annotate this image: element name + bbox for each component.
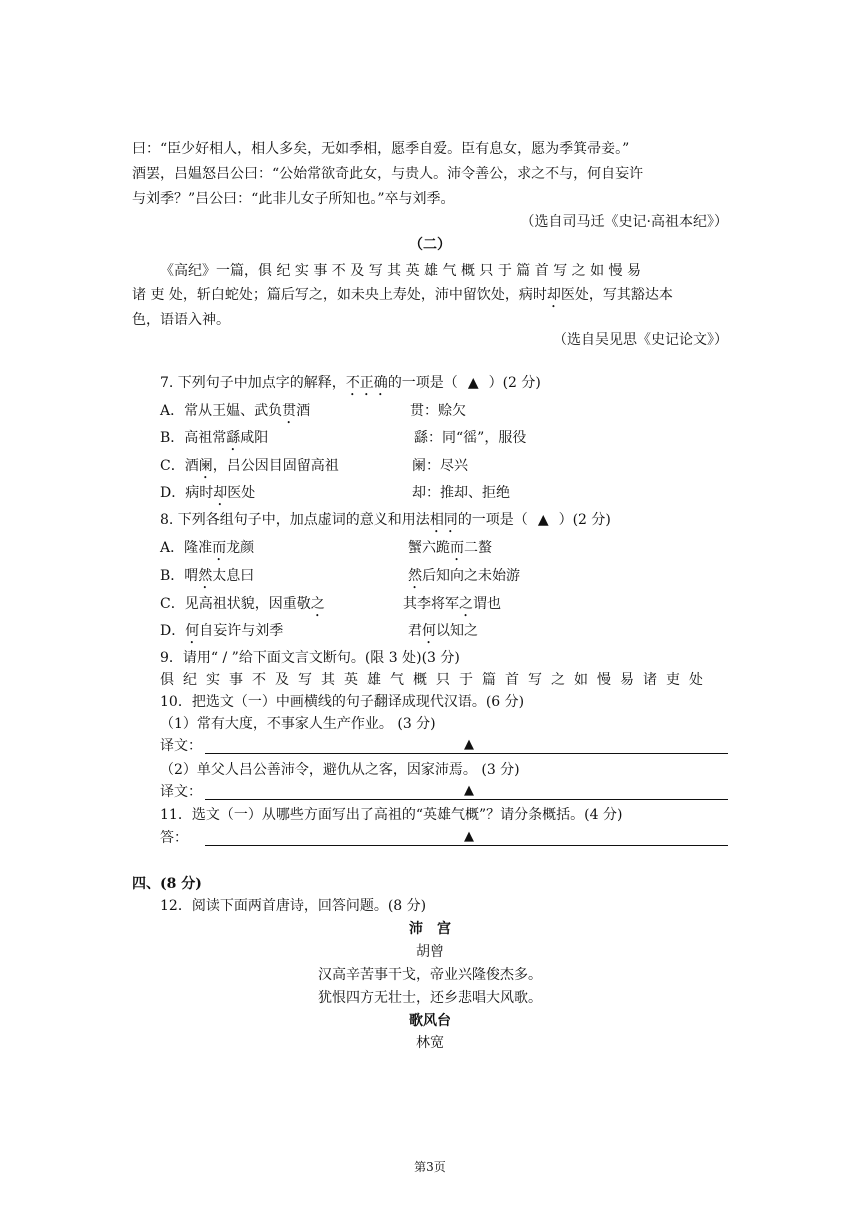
q7-option-b: B．高祖常繇咸阳 — [160, 430, 269, 446]
passage1-line2: 酒罢，吕媪怒吕公曰：“公始常欲奇此女，与贵人。沛令善公，求之不与，何自妄许 — [132, 166, 644, 182]
q10-answer1-marker: ▲ — [464, 737, 474, 752]
passage2-line2: 诸 吏 处，斩白蛇处；篇后写之，如未央上寿处，沛中留饮处，病时却医处，写其豁达本 — [132, 287, 673, 303]
passage2-source: （选自吴见思《史记论文》） — [553, 332, 728, 348]
poem2-title: 歌风台 — [409, 1013, 451, 1029]
q8-option-b-left: B．喟然太息曰 — [160, 568, 255, 584]
q7-answer-d: 却：推却、拒绝 — [412, 485, 510, 501]
passage2-line1: 《高纪》一篇，俱 纪 实 事 不 及 写 其 英 雄 气 概 只 于 篇 首 写 之 如 慢 易 — [160, 263, 642, 279]
q7-option-a: A．常从王媪、武负贯酒 — [160, 403, 311, 419]
q8-option-a-left: A．隆准而龙颜 — [160, 540, 255, 556]
q10-answer2-line[interactable] — [205, 799, 728, 800]
q8-option-d-right: 君何以知之 — [408, 623, 478, 639]
q7-answer-b: 繇：同“徭”，服役 — [414, 430, 527, 446]
q7-prompt: 7. 下列句子中加点字的解释，不正确的一项是（ ▲ ）(2 分) — [160, 375, 541, 391]
poem2-author: 林宽 — [416, 1035, 444, 1051]
q7-answer-c: 阑：尽兴 — [412, 458, 468, 474]
q11-prompt: 11．选文（一）从哪些方面写出了高祖的“英雄气概”？请分条概括。(4 分) — [160, 807, 623, 823]
q8-option-a-right: 蟹六跪而二螯 — [408, 540, 492, 556]
poem1-author: 胡曾 — [416, 944, 444, 960]
passage1-line3: 与刘季？”吕公曰：“此非儿女子所知也。”卒与刘季。 — [132, 191, 455, 207]
passage1-line1: 曰：“臣少好相人，相人多矣，无如季相，愿季自爱。臣有息女，愿为季箕帚妾。” — [132, 141, 630, 157]
poem1-line2: 犹恨四方无壮士，还乡悲唱大风歌。 — [318, 990, 542, 1006]
q8-option-c-right: 其李将军之谓也 — [403, 596, 501, 612]
passage1-source: （选自司马迁《史记·高祖本纪》） — [520, 214, 728, 230]
q8-option-b-right: 然后知向之未始游 — [408, 568, 520, 584]
q7-option-d: D．病时却医处 — [160, 485, 256, 501]
q11-answer-line[interactable] — [205, 845, 728, 846]
q7-answer-a: 贯：赊欠 — [410, 403, 466, 419]
q8-option-d-left: D．何自妄许与刘季 — [160, 623, 284, 639]
poem1-title: 沛 宫 — [409, 921, 451, 937]
q10-answer1-line[interactable] — [205, 753, 728, 754]
q9-prompt: 9．请用“ / ”给下面文言文断句。(限 3 处)(3 分) — [160, 650, 460, 666]
q12-prompt: 12．阅读下面两首唐诗，回答问题。(8 分) — [160, 898, 427, 914]
q10-answer1-label: 译文： — [160, 738, 202, 754]
q10-answer2-label: 译文： — [160, 784, 202, 800]
passage2-heading: （二） — [409, 237, 451, 253]
q8-option-c-left: C．见高祖状貌，因重敬之 — [160, 596, 325, 612]
q11-answer-marker: ▲ — [464, 829, 474, 844]
q10-sub2: （2）单父人吕公善沛令，避仇从之客，因家沛焉。 (3 分) — [160, 762, 520, 778]
passage2-line3: 色，语语入神。 — [132, 312, 230, 328]
q10-prompt: 10．把选文（一）中画横线的句子翻译成现代汉语。(6 分) — [160, 694, 525, 710]
q8-prompt: 8. 下列各组句子中，加点虚词的意义和用法相同的一项是（ ▲ ）(2 分) — [160, 512, 611, 528]
q11-answer-label: 答： — [160, 830, 188, 846]
q10-answer2-marker: ▲ — [464, 783, 474, 798]
q9-text: 俱纪实事不及写其英雄气概只于篇首写之如慢易诸吏处 — [160, 672, 712, 688]
section4-heading: 四、(8 分) — [132, 876, 202, 892]
q7-option-c: C．酒阑，吕公因目固留高祖 — [160, 458, 339, 474]
poem1-line1: 汉高辛苦事干戈，帝业兴隆俊杰多。 — [318, 967, 542, 983]
page-number: 第3页 — [414, 1160, 446, 1174]
q10-sub1: （1）常有大度，不事家人生产作业。 (3 分) — [160, 716, 436, 732]
